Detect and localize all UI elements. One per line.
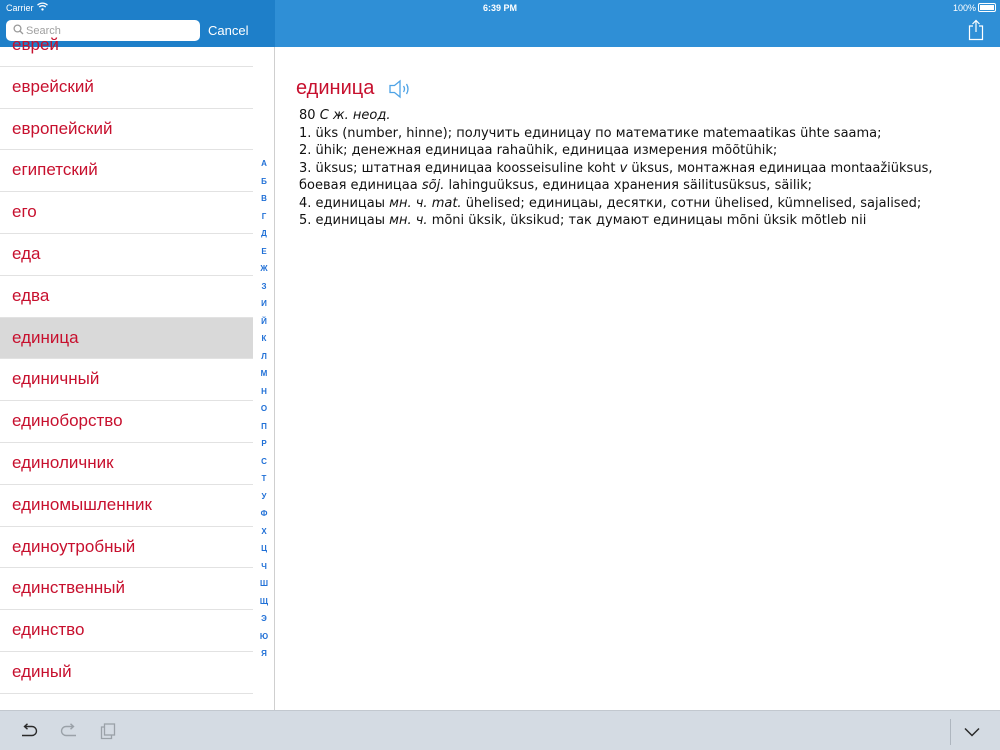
sense-5 <box>299 212 979 230</box>
undo-arrow-icon[interactable] <box>20 723 38 739</box>
sense-text: единицаы <box>315 195 386 211</box>
sense-2 <box>299 142 979 160</box>
entry-body <box>299 107 979 230</box>
speaker-icon[interactable] <box>388 78 414 100</box>
sense-text: ühik; денежная единицаа rahaühik, единицаа измерения mõõtühik; <box>315 143 778 158</box>
sense-number: 1. <box>299 125 312 141</box>
word-list-panel <box>0 35 275 710</box>
grammar-line <box>299 107 979 125</box>
index-letter[interactable]: Ч <box>261 561 267 571</box>
index-letter[interactable]: П <box>261 421 267 431</box>
sense-number: 3. <box>299 160 312 176</box>
bottom-toolbar <box>0 710 1000 750</box>
entry-panel <box>276 47 1000 710</box>
index-letter[interactable]: Ш <box>259 579 269 588</box>
index-letter[interactable]: С <box>261 456 267 466</box>
index-letter[interactable]: К <box>261 334 267 343</box>
word-list-item[interactable] <box>0 192 253 234</box>
word-label: еврейский <box>12 76 94 96</box>
sense-text: mõni üksik, üksikud; так думают единицаы mõni üksik mõtleb nii <box>431 213 867 228</box>
carrier-label: Carrier <box>6 3 34 13</box>
index-letter[interactable]: Э <box>261 614 267 623</box>
index-letter[interactable]: Б <box>261 176 267 186</box>
index-letter[interactable]: В <box>261 194 267 203</box>
chevron-down-icon[interactable] <box>964 727 980 737</box>
status-bar <box>0 0 1000 16</box>
redo-arrow-icon[interactable] <box>60 723 78 739</box>
index-letter[interactable]: Ц <box>261 544 267 553</box>
word-label: единичный <box>12 369 100 389</box>
index-letter[interactable]: У <box>261 491 267 501</box>
word-label: едва <box>12 285 50 305</box>
word-label: единица <box>12 327 79 347</box>
word-list-item[interactable] <box>0 610 253 652</box>
clock: 6:39 PM <box>482 3 517 13</box>
domain-tag: mat. <box>431 195 462 211</box>
toolbar-divider <box>950 719 951 745</box>
index-letter[interactable]: Л <box>261 351 267 361</box>
word-label: еврей <box>12 35 59 54</box>
word-list-item[interactable] <box>0 25 253 67</box>
index-letter[interactable]: А <box>261 159 267 168</box>
index-letter[interactable]: Щ <box>259 596 269 606</box>
word-label: единый <box>12 661 72 681</box>
battery-percent: 100% <box>952 3 976 13</box>
index-letter[interactable]: Я <box>261 649 267 658</box>
index-letter[interactable]: Е <box>261 246 267 256</box>
grammar-tag: мн. ч. <box>389 195 428 211</box>
sense-4 <box>299 195 979 213</box>
word-list-item[interactable] <box>0 527 253 569</box>
word-list-item[interactable] <box>0 443 253 485</box>
index-letter[interactable]: Ф <box>260 509 268 518</box>
index-letter[interactable]: М <box>260 369 268 378</box>
sense-number: 4. <box>299 195 312 211</box>
word-label: его <box>12 202 37 222</box>
word-label: единоутробный <box>12 536 136 556</box>
sense-text: üks (number, hinne); получить единицау по математике matemaatikas ühte saama; <box>315 125 882 141</box>
share-icon[interactable] <box>966 19 986 41</box>
word-list <box>0 25 253 694</box>
index-letter[interactable]: Ю <box>259 631 269 641</box>
sense-text: üksus; штатная единицаа koosseisuline koht <box>315 160 616 176</box>
sense-number: 5. <box>299 213 312 228</box>
index-letter[interactable]: О <box>260 404 268 413</box>
word-list-item[interactable] <box>0 150 253 192</box>
word-list-item[interactable] <box>0 276 253 318</box>
index-letter[interactable]: Р <box>261 439 267 448</box>
word-label: единомышленник <box>12 494 152 514</box>
word-list-item[interactable] <box>0 318 253 360</box>
word-label: единство <box>12 620 85 640</box>
grammar-tag: v <box>619 160 628 176</box>
word-label: европейский <box>12 118 113 138</box>
sense-text: единицаы <box>315 213 386 228</box>
grammar-number: 80 <box>299 108 316 123</box>
copy-icon[interactable] <box>100 723 116 740</box>
domain-tag: sõj. <box>421 178 445 193</box>
word-list-item[interactable] <box>0 67 253 109</box>
index-letter[interactable]: И <box>261 299 267 308</box>
word-list-item[interactable] <box>0 401 253 443</box>
word-list-item[interactable] <box>0 485 253 527</box>
alphabet-index[interactable] <box>253 155 275 663</box>
grammar-tag: мн. ч. <box>389 213 428 228</box>
word-label: единоборство <box>12 411 123 431</box>
word-list-item[interactable] <box>0 109 253 151</box>
sense-1 <box>299 125 979 143</box>
index-letter[interactable]: Х <box>261 526 267 536</box>
index-letter[interactable]: Н <box>261 386 267 396</box>
battery-icon <box>978 3 996 12</box>
sense-number: 2. <box>299 143 312 158</box>
sense-3 <box>299 160 979 195</box>
word-label: еда <box>12 243 41 263</box>
cancel-button[interactable]: Cancel <box>208 23 249 38</box>
index-letter[interactable]: Й <box>261 316 267 326</box>
word-label: единственный <box>12 578 125 598</box>
index-letter[interactable]: Г <box>261 211 267 221</box>
word-list-item[interactable] <box>0 359 253 401</box>
sense-text: üksus, монтажная единицаа montaažiüksus, боевая единицаа <box>299 160 933 193</box>
index-letter[interactable]: Т <box>261 474 267 483</box>
word-list-item[interactable] <box>0 234 253 276</box>
word-label: египетский <box>12 160 98 180</box>
index-letter[interactable]: Ж <box>260 264 268 273</box>
sense-text: ühelised; единицаы, десятки, сотни ühelised, kümnelised, sajalised; <box>465 195 922 211</box>
index-letter[interactable]: З <box>261 281 267 291</box>
index-letter[interactable]: Д <box>261 229 267 238</box>
word-list-item[interactable] <box>0 652 253 694</box>
grammar-tag: С ж. неод. <box>319 108 391 123</box>
word-label: единоличник <box>12 452 114 472</box>
headword: единица <box>296 77 375 99</box>
word-list-item[interactable] <box>0 568 253 610</box>
sense-text: lahinguüksus, единицаа хранения säilitusüksus, säilik; <box>448 178 813 193</box>
